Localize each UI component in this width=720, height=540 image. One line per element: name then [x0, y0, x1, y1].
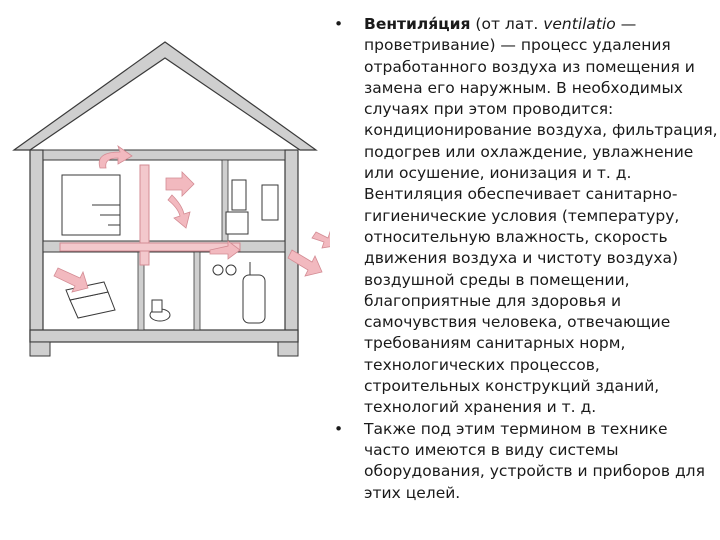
- left-wall: [30, 150, 43, 342]
- ground-floor-slab: [30, 330, 298, 342]
- latin-word: ventilatio: [543, 15, 616, 33]
- upper-right-appliance: [226, 180, 278, 234]
- upper-room-stairs: [62, 175, 120, 235]
- right-wall: [285, 150, 298, 342]
- term-heading: Вентиля́ция: [364, 15, 471, 33]
- bullet-item-definition: [334, 14, 718, 419]
- systems-text: Также под этим термином в технике часто имеются в виду системы оборудования, устройств и приборов для этих целей.: [364, 419, 705, 502]
- etymology-prefix: (от лат.: [470, 15, 544, 33]
- arrow-right-upper-out: [312, 232, 330, 248]
- foundation-right: [278, 342, 298, 356]
- bullet-item-systems: [334, 419, 718, 504]
- text-block: [334, 14, 718, 504]
- arrow-left-room: [54, 268, 88, 292]
- arrow-diag-upper: [168, 195, 190, 228]
- lower-bath-fixture: [150, 300, 170, 321]
- lower-left-sofa: [66, 282, 115, 318]
- attic-floor: [43, 150, 285, 160]
- roof: [14, 42, 316, 150]
- house-ventilation-illustration: [0, 0, 330, 360]
- lower-partition-2: [194, 252, 200, 330]
- definition-text: — проветривание) — процесс удаления отработанного воздуха из помещения и замена его наружным. В необходимых случаях при этом проводится: кондиционирование воздуха, фильтрация, подогрев или охлаждение, увлажнение или осушение, ионизация и т. д. Вентиляция обеспечивает санитарно-гигиенические условия (температуру, относительную влажность, скорость движения воздуха и чистоту воздуха) воздушной среды в помещении, благоприятные для здоровья и самочувствия человека, отвечающие требованиям санитарных норм, технологических процессов, строительных конструкций зданий, технологий хранения и т. д.: [364, 15, 718, 417]
- arrow-roof-left: [99, 146, 132, 168]
- foundation-left: [30, 342, 50, 356]
- boiler: [243, 262, 265, 323]
- arrow-upper-right: [166, 172, 194, 196]
- bullet-marker: •: [334, 419, 344, 438]
- bullet-marker: •: [334, 15, 344, 33]
- fan-units: [213, 265, 236, 275]
